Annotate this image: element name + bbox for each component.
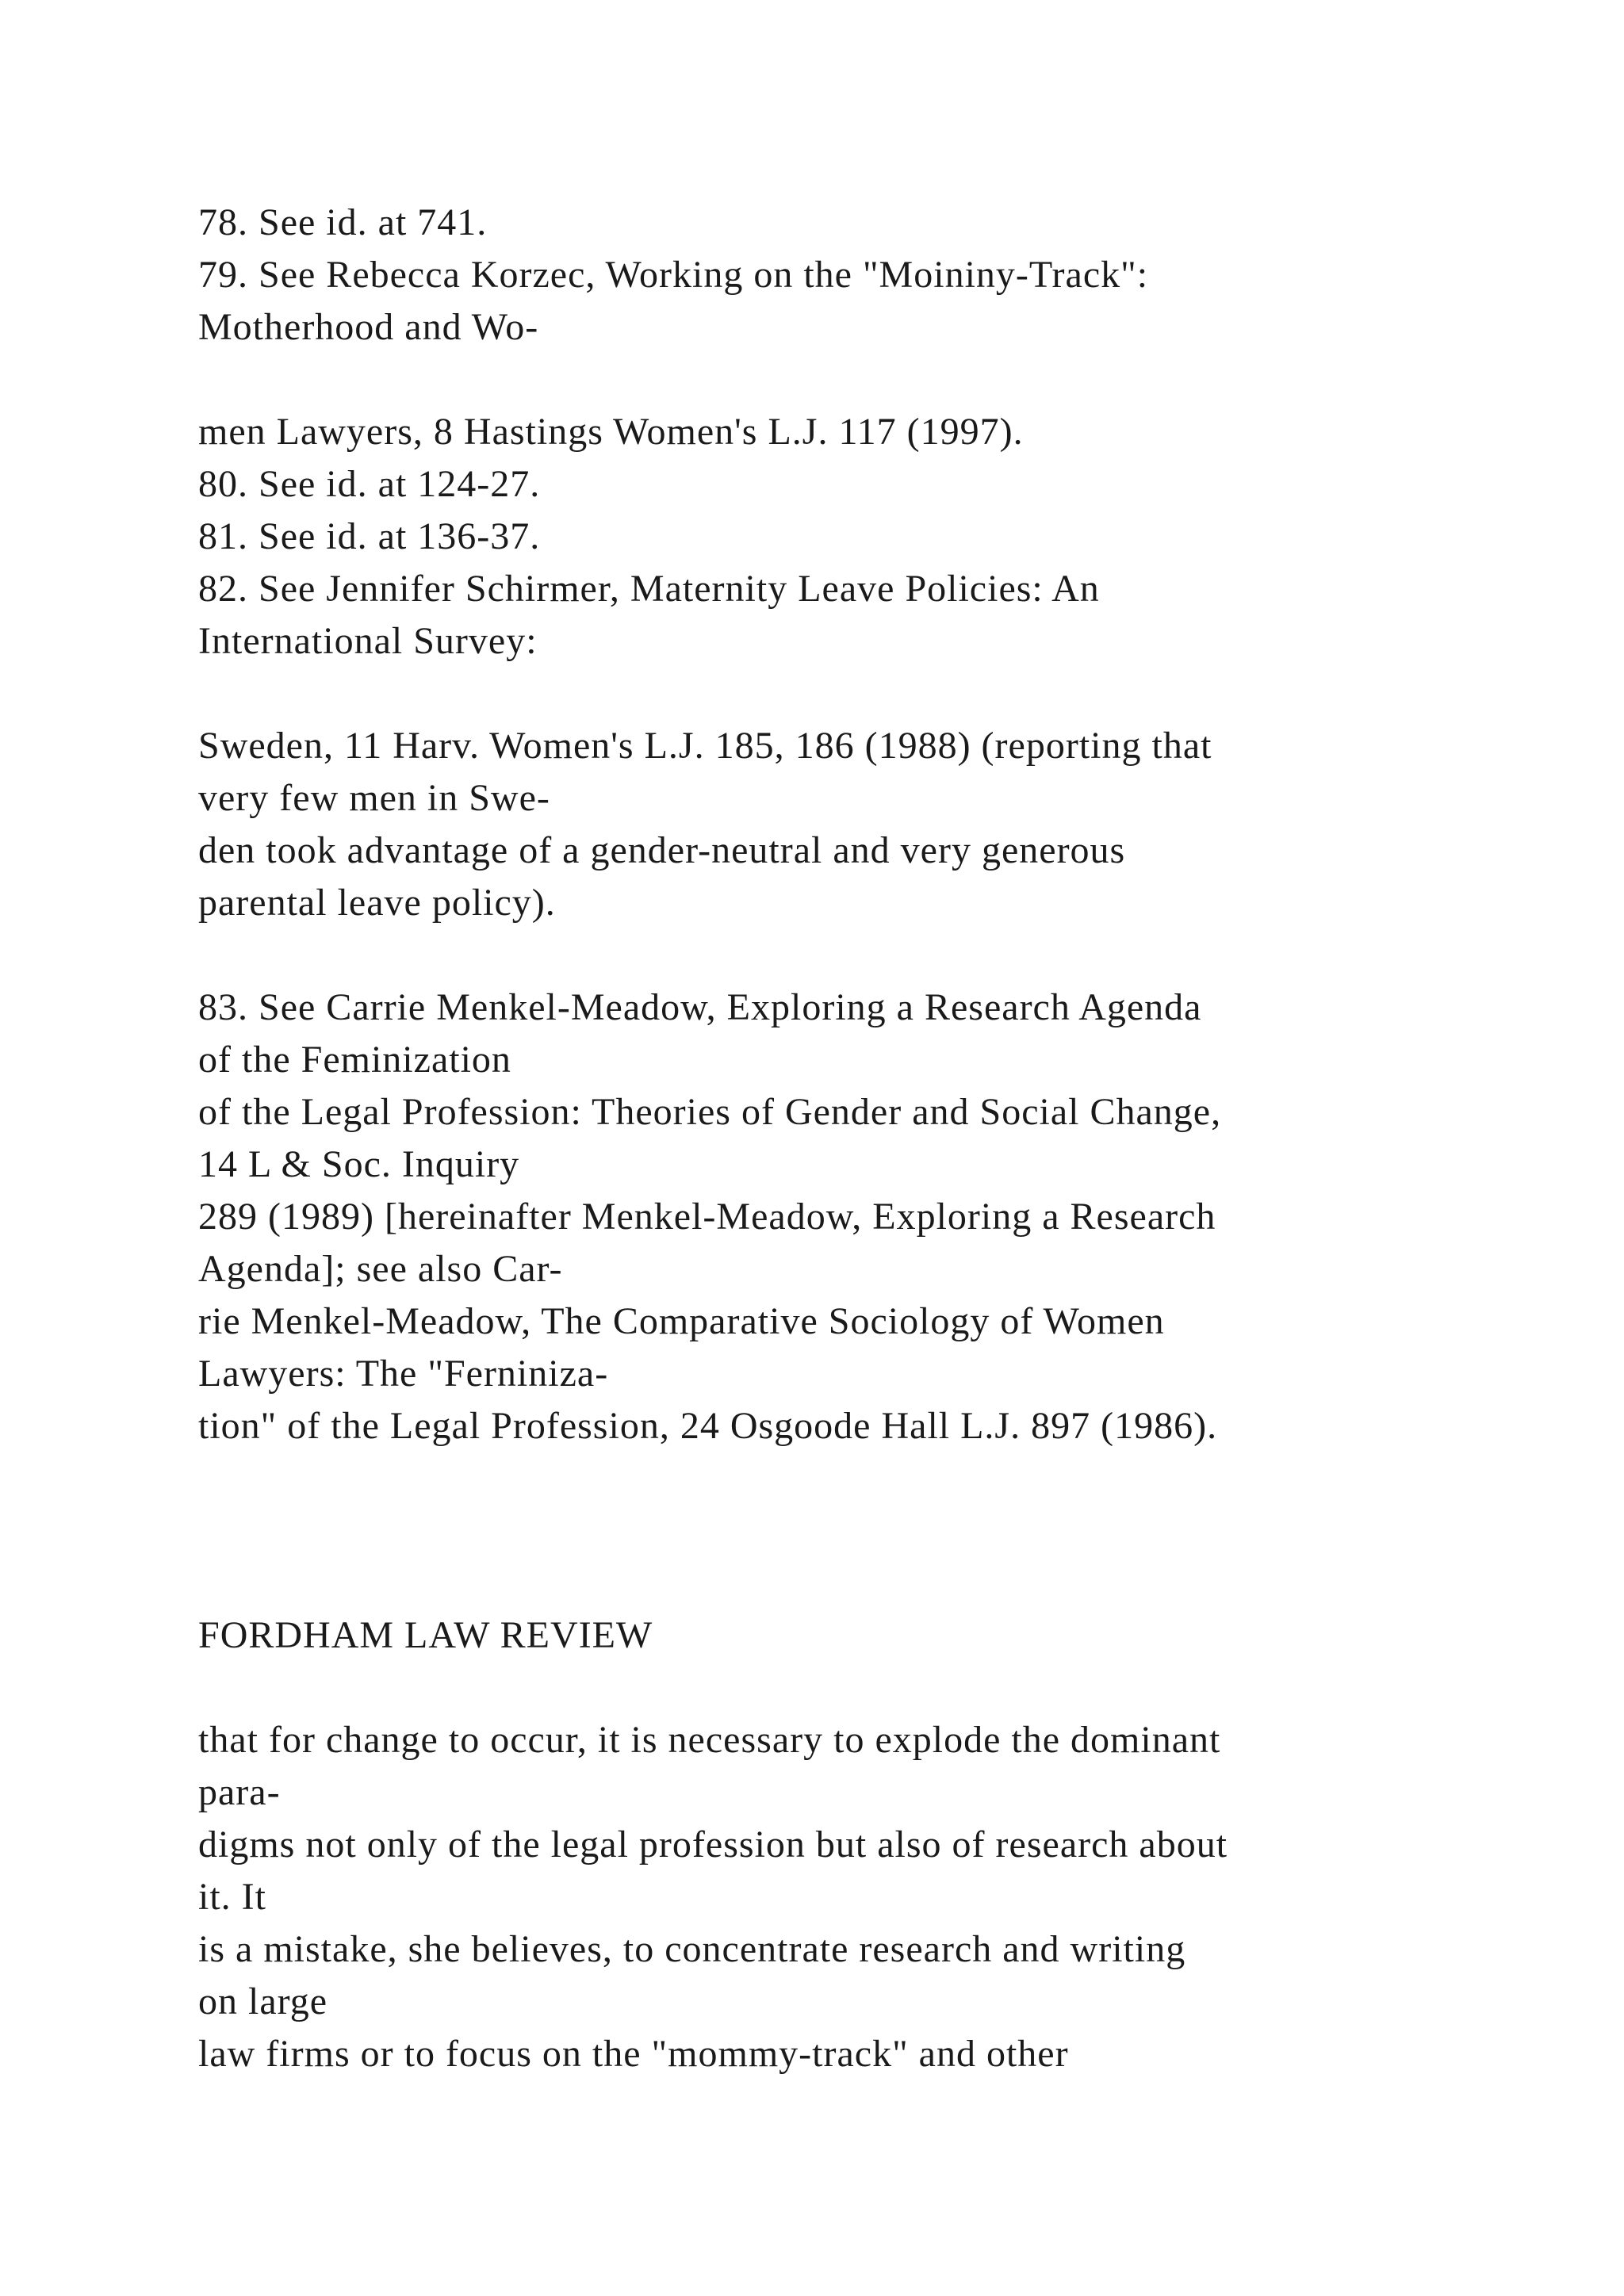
- paragraph-gap: [198, 929, 1483, 982]
- footnote-line: 79. See Rebecca Korzec, Working on the "Moininy-Track":: [198, 254, 1149, 296]
- footnote-line: Motherhood and Wo-: [198, 306, 539, 348]
- paragraph-gap: [198, 354, 1483, 406]
- paragraph-gap: [198, 668, 1483, 720]
- body-line: that for change to occur, it is necessary to explode the dominant: [198, 1719, 1221, 1761]
- footnote-line: very few men in Swe-: [198, 777, 550, 819]
- footnotes-block-1: [198, 197, 1483, 354]
- footnote-line: den took advantage of a gender-neutral and very generous: [198, 829, 1126, 871]
- footnote-line: 83. See Carrie Menkel-Meadow, Exploring a Research Agenda: [198, 986, 1202, 1028]
- body-line: it. It: [198, 1876, 266, 1918]
- footnote-line: rie Menkel-Meadow, The Comparative Sociology of Women: [198, 1300, 1165, 1342]
- footnote-line: 81. See id. at 136-37.: [198, 515, 541, 557]
- body-line: digms not only of the legal profession but also of research about: [198, 1823, 1228, 1866]
- footnote-line: 80. See id. at 124-27.: [198, 463, 541, 505]
- footnote-line: Agenda]; see also Car-: [198, 1248, 563, 1290]
- footnote-line: 82. See Jennifer Schirmer, Maternity Leave Policies: An: [198, 568, 1100, 610]
- footnote-line: 78. See id. at 741.: [198, 201, 488, 243]
- body-line: para-: [198, 1771, 281, 1813]
- footnote-line: of the Legal Profession: Theories of Gender and Social Change,: [198, 1091, 1222, 1133]
- running-header: FORDHAM LAW REVIEW: [198, 1614, 653, 1656]
- footnote-line: tion" of the Legal Profession, 24 Osgoode Hall L.J. 897 (1986).: [198, 1405, 1218, 1447]
- footnote-line: Lawyers: The "Ferniniza-: [198, 1353, 609, 1395]
- footnote-line: of the Feminization: [198, 1039, 511, 1081]
- footnote-line: parental leave policy).: [198, 882, 556, 924]
- footnote-line: 14 L & Soc. Inquiry: [198, 1143, 520, 1185]
- footnote-line: men Lawyers, 8 Hastings Women's L.J. 117 (1997).: [198, 411, 1024, 453]
- footnote-line: International Survey:: [198, 620, 538, 662]
- footnote-line: Sweden, 11 Harv. Women's L.J. 185, 186 (1988) (reporting that: [198, 725, 1212, 767]
- footnotes-block-4: [198, 982, 1483, 1452]
- body-line: law firms or to focus on the "mommy-track" and other: [198, 2033, 1069, 2075]
- body-line: on large: [198, 1980, 328, 2022]
- section-gap: [198, 1452, 1483, 1609]
- footnote-line: 289 (1989) [hereinafter Menkel-Meadow, Exploring a Research: [198, 1196, 1216, 1238]
- body-line: is a mistake, she believes, to concentrate research and writing: [198, 1928, 1186, 1970]
- document-page: [198, 197, 1483, 2080]
- footnotes-block-2: [198, 406, 1483, 668]
- footnotes-block-3: [198, 720, 1483, 929]
- body-text: [198, 1714, 1483, 2080]
- paragraph-gap: [198, 1662, 1483, 1714]
